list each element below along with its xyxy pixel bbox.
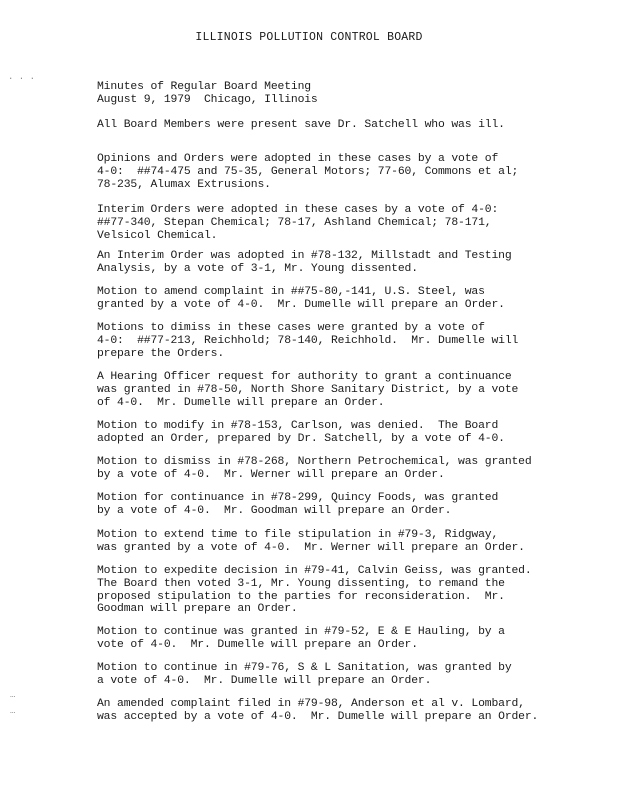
paragraph-line: 4-0: ##77-213, Reichhold; 78-140, Reichhold. Mr. Dumelle will (97, 334, 519, 347)
paragraph-line: An Interim Order was adopted in #78-132, Millstadt and Testing (97, 250, 512, 262)
minutes-paragraph (97, 81, 587, 107)
minutes-paragraph (97, 286, 587, 312)
paragraph-line: An amended complaint filed in #79-98, Anderson et al v. Lombard, (97, 698, 525, 710)
paragraph-line: Motion to expedite decision in #79-41, Calvin Geiss, was granted. (97, 565, 532, 577)
minutes-paragraph (97, 626, 587, 652)
paragraph-line: Motion to extend time to file stipulation in #79-3, Ridgway, (97, 529, 499, 541)
minutes-paragraph (97, 565, 587, 616)
paragraph-line: Motion to amend complaint in ##75-80,-141, U.S. Steel, was (97, 286, 485, 298)
minutes-paragraph (97, 371, 587, 409)
minutes-paragraph (97, 322, 587, 360)
paragraph-line: prepare the Orders. (97, 347, 225, 360)
paragraph-line: 4-0: ##74-475 and 75-35, General Motors; 77-60, Commons et al; (97, 165, 519, 178)
paragraph-line: Goodman will prepare an Order. (97, 603, 298, 616)
paragraph-line: Minutes of Regular Board Meeting (97, 81, 311, 93)
paragraph-line: The Board then voted 3-1, Mr. Young dissenting, to remand the (97, 577, 505, 590)
board-header: ILLINOIS POLLUTION CONTROL BOARD (195, 31, 423, 44)
paragraph-line: Motion to continue in #79-76, S & L Sanitation, was granted by (97, 662, 512, 674)
paragraph-line: A Hearing Officer request for authority to grant a continuance (97, 371, 512, 383)
minutes-paragraph (97, 662, 587, 688)
minutes-paragraph (97, 492, 587, 518)
minutes-paragraph (97, 698, 587, 724)
paragraph-line: of 4-0. Mr. Dumelle will prepare an Order. (97, 396, 385, 409)
minutes-paragraph (97, 456, 587, 482)
paragraph-line: August 9, 1979 Chicago, Illinois (97, 93, 318, 106)
paragraph-line: Analysis, by a vote of 3-1, Mr. Young dissented. (97, 262, 418, 275)
minutes-paragraph (97, 420, 587, 446)
paragraph-line: Velsicol Chemical. (97, 229, 218, 242)
paragraph-line: was granted in #78-50, North Shore Sanitary District, by a vote (97, 383, 519, 396)
minutes-paragraph (97, 153, 587, 191)
paragraph-line: Motion to modify in #78-153, Carlson, was denied. The Board (97, 420, 499, 432)
paragraph-line: Motion to continue was granted in #79-52, E & E Hauling, by a (97, 626, 505, 638)
minutes-paragraph (97, 529, 587, 555)
paragraph-line: by a vote of 4-0. Mr. Werner will prepare an Order. (97, 468, 445, 481)
paragraph-line: vote of 4-0. Mr. Dumelle will prepare an Order. (97, 638, 418, 651)
scan-speck: … (10, 706, 16, 716)
paragraph-line: adopted an Order, prepared by Dr. Satchell, by a vote of 4-0. (97, 432, 505, 445)
paragraph-line: Opinions and Orders were adopted in these cases by a vote of (97, 153, 499, 165)
paragraph-line: 78-235, Alumax Extrusions. (97, 178, 271, 191)
minutes-paragraph (97, 119, 587, 132)
paragraph-line: proposed stipulation to the parties for reconsideration. Mr. (97, 590, 505, 603)
scan-speck: … (10, 690, 16, 700)
paragraph-line: was granted by a vote of 4-0. Mr. Werner will prepare an Order. (97, 541, 525, 554)
paragraph-line: by a vote of 4-0. Mr. Goodman will prepare an Order. (97, 504, 452, 517)
paragraph-line: Motion for continuance in #78-299, Quincy Foods, was granted (97, 492, 499, 504)
paragraph-line: granted by a vote of 4-0. Mr. Dumelle will prepare an Order. (97, 298, 505, 311)
minutes-paragraph (97, 250, 587, 276)
paragraph-line: Motion to dismiss in #78-268, Northern Petrochemical, was granted (97, 456, 532, 468)
paragraph-line: Motions to dimiss in these cases were granted by a vote of (97, 322, 485, 334)
scan-speck: . . . (8, 72, 36, 82)
paragraph-line: Interim Orders were adopted in these cases by a vote of 4-0: (97, 204, 499, 216)
paragraph-line: a vote of 4-0. Mr. Dumelle will prepare an Order. (97, 674, 432, 687)
paragraph-line: All Board Members were present save Dr. Satchell who was ill. (97, 119, 505, 131)
paragraph-line: was accepted by a vote of 4-0. Mr. Dumelle will prepare an Order. (97, 710, 539, 723)
paragraph-line: ##77-340, Stepan Chemical; 78-17, Ashland Chemical; 78-171, (97, 216, 492, 229)
minutes-paragraph (97, 204, 587, 242)
